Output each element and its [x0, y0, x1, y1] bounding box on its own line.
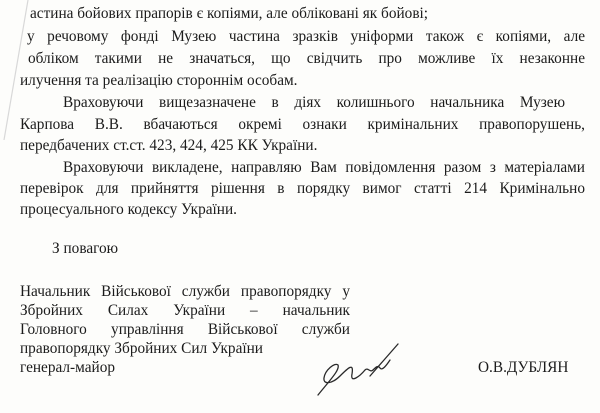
body-line-9: перевірок для прийняття рішення в порядку вимог статті 214 Кримінально	[20, 180, 585, 197]
body-line-2: у речовому фонді Музею частина зразків уніформи також є копіями, але	[27, 28, 585, 45]
body-line-1: астина бойових прапорів є копіями, але обліковані як бойові;	[30, 5, 429, 22]
signatory-title-line-2: Збройних Силах України – начальник	[20, 302, 350, 319]
signatory-title-line-4: правопорядку Збройних Сил України	[20, 340, 263, 357]
signatory-title-line-5: генерал-майор	[20, 359, 115, 376]
body-line-10: процесуального кодексу України.	[20, 201, 237, 218]
signatory-name: О.В.ДУБЛЯН	[478, 359, 569, 376]
signatory-title-line-3: Головного управління Військової служби	[20, 321, 350, 338]
body-line-3: обліком такими не значаться, що свідчить про можливе їх незаконне	[28, 50, 585, 67]
body-line-5: Враховуючи вищезазначене в діях колишнього начальника Музею	[63, 94, 565, 111]
body-line-8: Враховуючи викладене, направляю Вам повідомлення разом з матеріалами	[63, 159, 585, 176]
signatory-title-line-1: Начальник Військової служби правопорядку у	[20, 283, 350, 300]
handwritten-signature	[310, 340, 410, 400]
body-line-7: передбачених ст.ст. 423, 424, 425 КК України.	[20, 137, 318, 154]
body-line-4: илучення та реалізацію стороннім особам.	[20, 72, 298, 89]
body-line-6: Карпова В.В. вбачаються окремі ознаки кримінальних правопорушень,	[20, 116, 585, 133]
closing: З повагою	[52, 240, 119, 257]
